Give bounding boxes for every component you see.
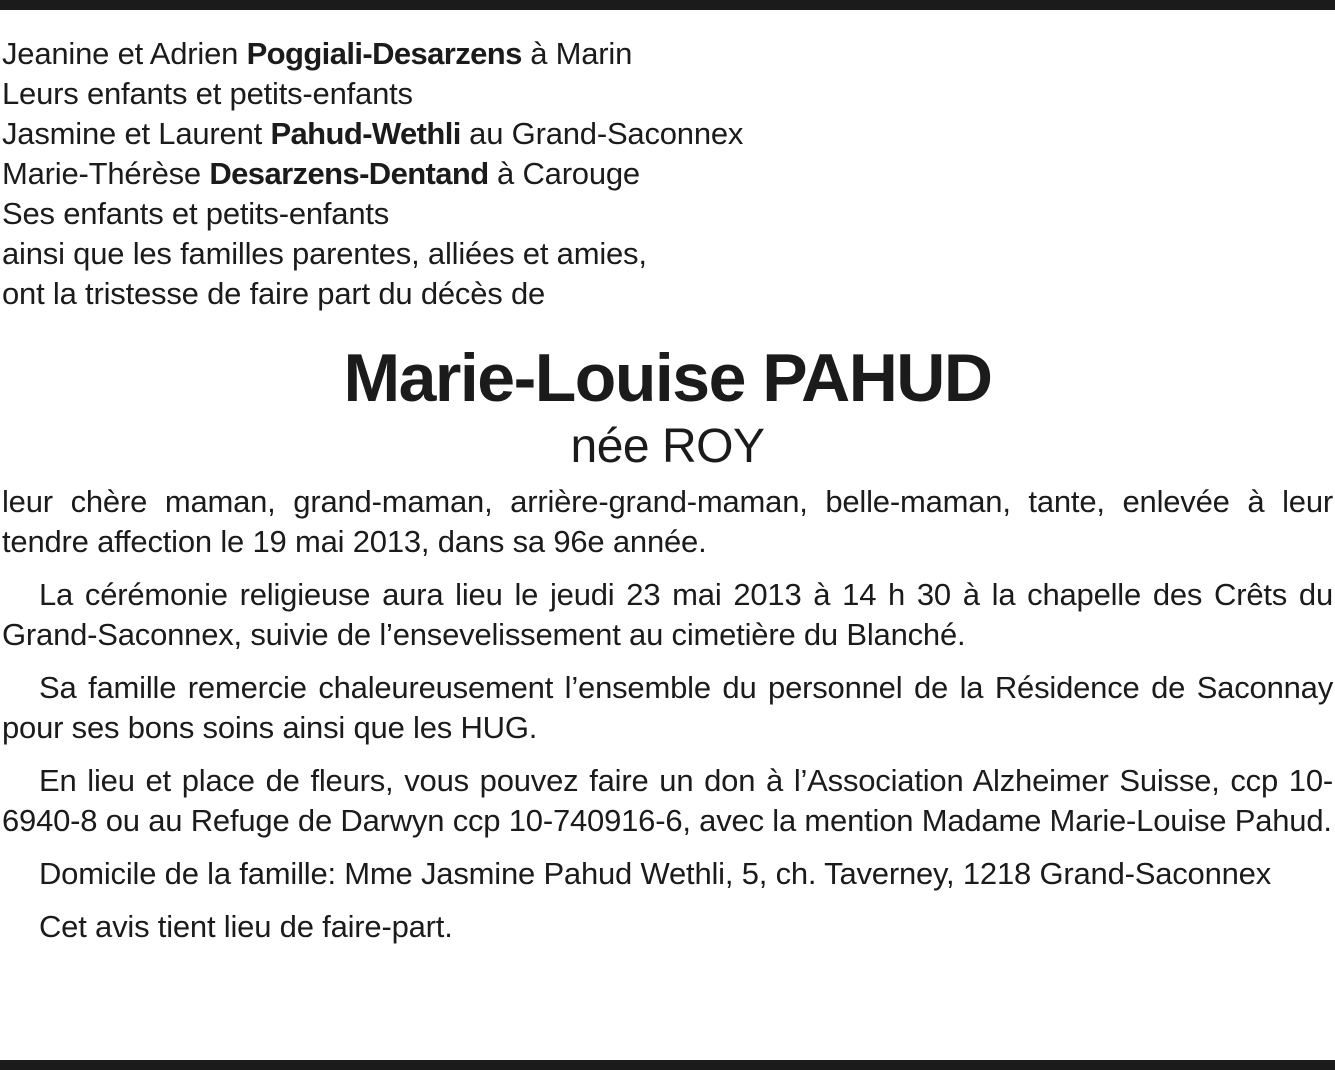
family-line-text: ainsi que les familles parentes, alliées et amies, <box>2 236 647 271</box>
deceased-name: Marie-Louise PAHUD <box>343 340 992 416</box>
maiden-name: née ROY <box>570 420 765 473</box>
family-line-text: Marie-Thérèse <box>2 156 210 191</box>
family-line <box>2 194 1333 234</box>
bottom-rule <box>0 1060 1335 1070</box>
family-line <box>2 234 1333 274</box>
thanks-paragraph: Sa famille remercie chaleureusement l’ensemble du personnel de la Résidence de Saconnay pour ses bons soins ainsi que les HUG. <box>2 670 1333 745</box>
family-line-text: Leurs enfants et petits-enfants <box>2 76 413 111</box>
family-line-place: au Grand-Saconnex <box>460 116 744 151</box>
family-line-text: Jeanine et Adrien <box>2 36 247 71</box>
family-surname: Pahud-Wethli <box>270 116 461 151</box>
family-line <box>2 74 1333 114</box>
death-details-paragraph: leur chère maman, grand-maman, arrière-grand-maman, belle-maman, tante, enlevée à leur tendre affection le 19 mai 2013, dans sa 96e année. <box>2 484 1333 559</box>
family-line-text: Ses enfants et petits-enfants <box>2 196 390 231</box>
family-line-text: Jasmine et Laurent <box>2 116 271 151</box>
ceremony-paragraph: La cérémonie religieuse aura lieu le jeudi 23 mai 2013 à 14 h 30 à la chapelle des Crêts du Grand-Saconnex, suivie de l’ensevelissement au cimetière du Blanché. <box>2 577 1333 652</box>
announcement-line <box>2 274 1333 314</box>
family-line <box>2 34 1333 74</box>
family-address-paragraph: Domicile de la famille: Mme Jasmine Pahud Wethli, 5, ch. Taverney, 1218 Grand-Saconnex <box>39 856 1272 891</box>
obituary-notice <box>2 34 1333 947</box>
family-surname: Poggiali-Desarzens <box>246 36 522 71</box>
closing-paragraph: Cet avis tient lieu de faire-part. <box>39 909 453 944</box>
family-line-place: à Marin <box>521 36 633 71</box>
family-line <box>2 154 1333 194</box>
family-line-place: à Carouge <box>488 156 640 191</box>
announcement-text: ont la tristesse de faire part du décès de <box>2 276 546 311</box>
family-line <box>2 114 1333 154</box>
donation-paragraph: En lieu et place de fleurs, vous pouvez faire un don à l’Association Alzheimer Suisse, ccp 10-6940-8 ou au Refuge de Darwyn ccp 10-740916-6, avec la mention Madame Marie-Louise Pahud. <box>2 763 1333 838</box>
top-rule <box>0 0 1335 10</box>
family-list <box>2 34 1333 314</box>
family-surname: Desarzens-Dentand <box>209 156 489 191</box>
